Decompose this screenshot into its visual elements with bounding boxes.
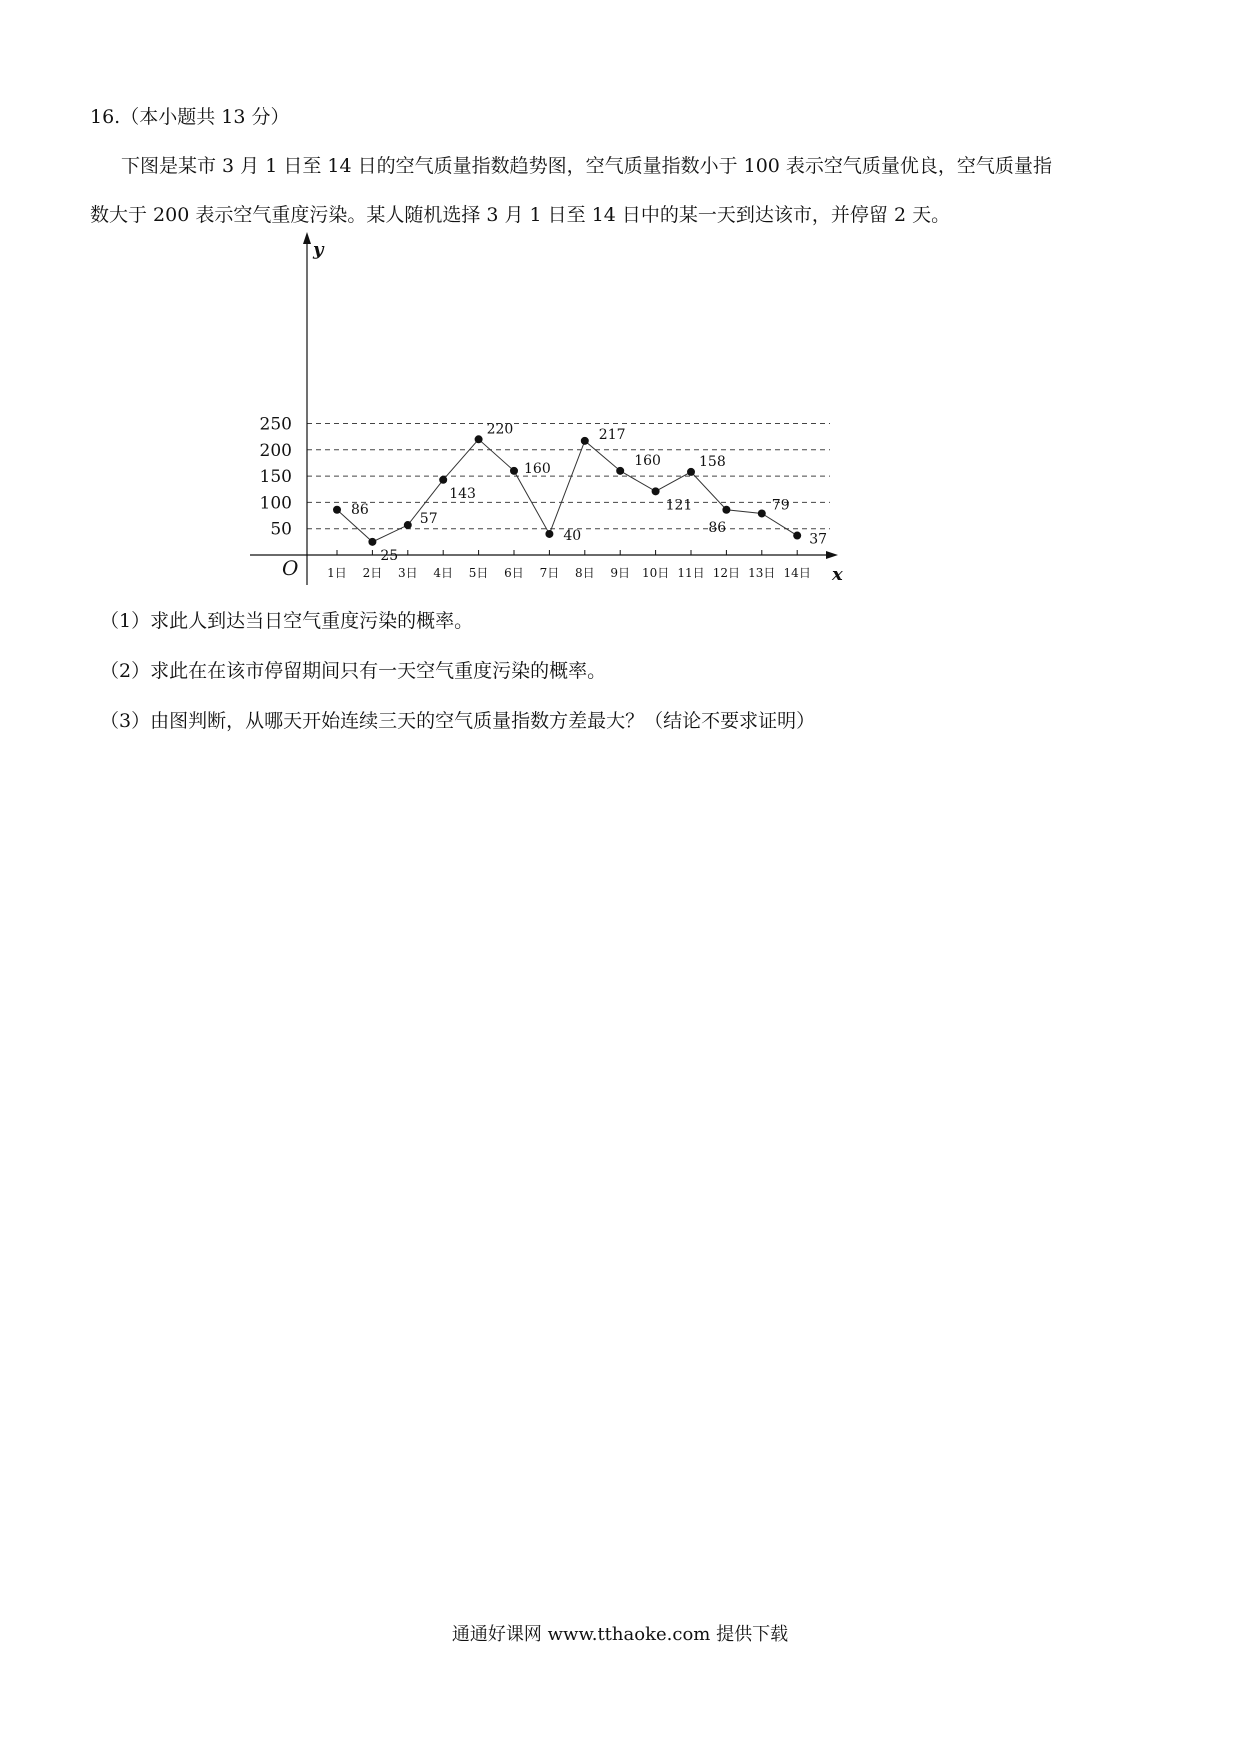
data-label: 79 (771, 497, 790, 514)
data-point (404, 521, 412, 529)
chart-axes (250, 232, 838, 585)
x-tick-label: 1日 (327, 566, 347, 580)
data-label: 160 (634, 452, 661, 469)
x-axis-label: x (832, 564, 843, 585)
y-tick-label: 250 (259, 414, 292, 435)
x-axis-arrow (826, 551, 838, 559)
y-tick-label: 200 (259, 440, 292, 461)
x-tick-label: 6日 (504, 566, 524, 580)
question-part-2: （2）求此在在该市停留期间只有一天空气重度污染的概率。 (100, 660, 607, 682)
data-point (652, 487, 660, 495)
data-point (545, 530, 553, 538)
data-point (368, 538, 376, 546)
data-point (333, 506, 341, 514)
question-part-3: （3）由图判断，从哪天开始连续三天的空气质量指数方差最大？（结论不要求证明） (100, 710, 816, 732)
x-tick-label: 4日 (433, 566, 454, 580)
data-label: 143 (449, 485, 476, 502)
question-part-1: （1）求此人到达当日空气重度污染的概率。 (100, 610, 474, 632)
x-tick-label: 5日 (468, 566, 489, 580)
question-intro-line1: 下图是某市 3 月 1 日至 14 日的空气质量指数趋势图，空气质量指数小于 100 表示空气质量优良，空气质量指 (121, 155, 1052, 177)
data-label: 25 (380, 547, 399, 564)
x-tick-label: 7日 (539, 566, 560, 580)
air-quality-chart (0, 0, 1240, 600)
data-label: 57 (419, 511, 438, 528)
data-label: 158 (699, 453, 726, 470)
data-label: 160 (524, 460, 551, 477)
data-label: 40 (563, 527, 582, 544)
y-tick-label: 100 (259, 493, 292, 514)
y-tick-label: 50 (270, 519, 292, 540)
x-tick-label: 3日 (397, 566, 418, 580)
question-intro-line2: 数大于 200 表示空气重度污染。某人随机选择 3 月 1 日至 14 日中的某一天到达该市，并停留 2 天。 (90, 204, 951, 226)
data-point (793, 532, 801, 540)
y-tick-label: 150 (259, 467, 292, 488)
question-header: 16.（本小题共 13 分） (90, 106, 290, 128)
y-axis-arrow (303, 232, 311, 244)
x-tick-label: 12日 (712, 566, 741, 580)
data-label: 217 (598, 426, 626, 443)
data-point (722, 506, 730, 514)
origin-label: O (282, 556, 299, 580)
data-label: 86 (351, 501, 369, 518)
data-point (616, 467, 624, 475)
x-tick-label: 9日 (610, 566, 631, 580)
x-tick-label: 8日 (574, 566, 595, 580)
x-tick-label: 2日 (362, 566, 383, 580)
x-tick-label: 13日 (748, 566, 776, 580)
data-label: 86 (708, 519, 727, 536)
data-point (510, 467, 518, 475)
y-axis-label: y (313, 239, 324, 260)
chart-grid (307, 424, 830, 529)
data-label: 121 (665, 497, 693, 514)
data-label: 220 (486, 421, 514, 438)
data-point (687, 468, 695, 476)
x-tick-label: 11日 (677, 566, 705, 580)
data-labels (351, 421, 827, 564)
data-point (758, 509, 766, 517)
y-tick-labels (260, 415, 292, 540)
data-point (581, 437, 589, 445)
data-label: 37 (809, 531, 828, 548)
data-point (475, 435, 483, 443)
x-tick-label: 10日 (641, 566, 670, 580)
page-footer: 通通好课网 www.tthaoke.com 提供下载 (451, 1624, 789, 1645)
x-tick-label: 14日 (783, 566, 811, 580)
data-point (439, 476, 447, 484)
